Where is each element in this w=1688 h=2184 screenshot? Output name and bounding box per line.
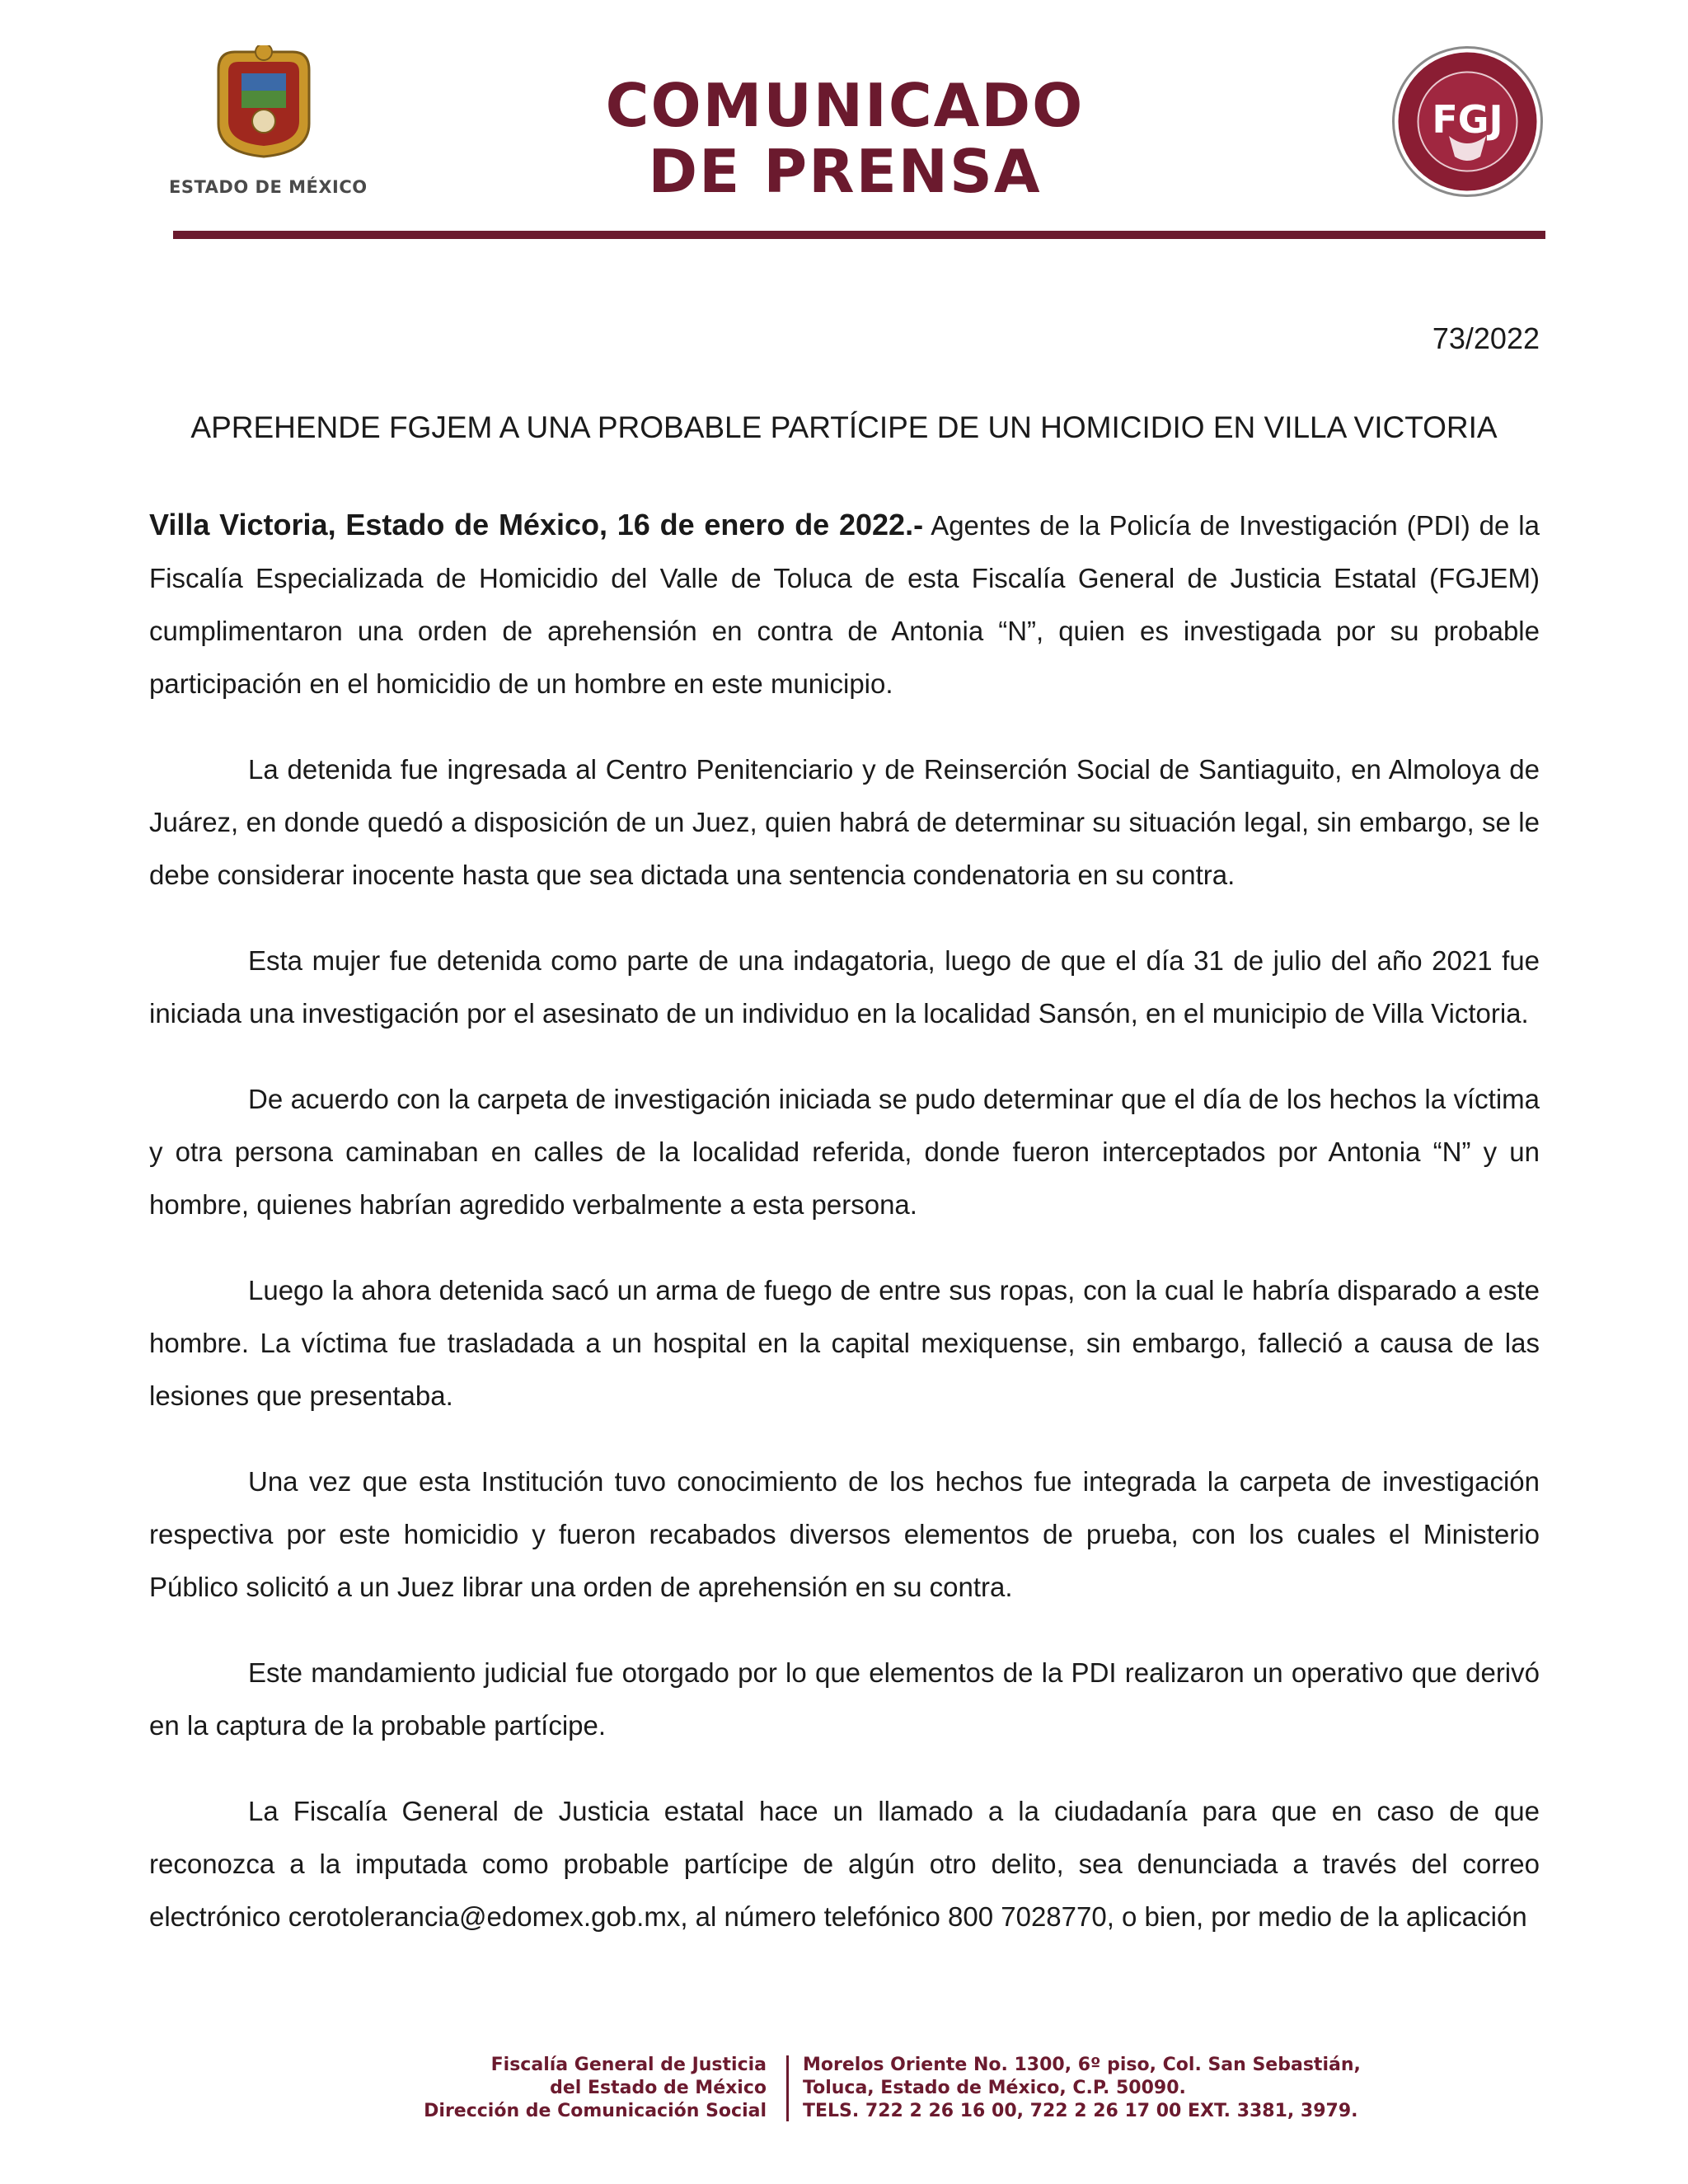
paragraph-lead — [149, 499, 1540, 710]
footer-left-line-2: del Estado de México — [550, 2078, 767, 2098]
footer-institution — [424, 2054, 767, 2123]
footer-left-line-3: Dirección de Comunicación Social — [424, 2101, 767, 2121]
footer-left-line-1: Fiscalía General de Justicia — [490, 2055, 767, 2075]
paragraph-7: Este mandamiento judicial fue otorgado por lo que elementos de la PDI realizaron un operativo que derivó en la captura de la probable partícipe. — [149, 1657, 1540, 1741]
header-divider — [173, 231, 1545, 239]
dateline: Villa Victoria, Estado de México, 16 de enero de 2022.- — [149, 508, 924, 541]
estado-de-mexico-logo — [169, 45, 368, 202]
footer-divider — [786, 2055, 789, 2121]
footer — [0, 2054, 1688, 2120]
footer-contact — [803, 2054, 1361, 2123]
paragraph-6: Una vez que esta Institución tuvo conocimiento de los hechos fue integrada la carpeta de investigación respectiva por este homicidio y fueron recabados diversos elementos de prueba, con los cuales el Ministerio Público solicitó a un Juez librar una orden de aprehensión en su contra. — [149, 1466, 1540, 1602]
footer-phone-line: TELS. 722 2 26 16 00, 722 2 26 17 00 EXT. 3381, 3979. — [803, 2101, 1358, 2121]
headline: APREHENDE FGJEM A UNA PROBABLE PARTÍCIPE DE UN HOMICIDIO EN VILLA VICTORIA — [190, 410, 1498, 444]
footer-address-line-2: Toluca, Estado de México, C.P. 50090. — [803, 2078, 1186, 2098]
press-release-title — [577, 73, 1113, 204]
paragraph-5: Luego la ahora detenida sacó un arma de fuego de entre sus ropas, con la cual le habría disparado a este hombre. La víctima fue trasladada a un hospital en la capital mexiquense, sin embargo, falleció a causa de las lesiones que presentaba. — [149, 1275, 1540, 1411]
title-line-1: COMUNICADO — [605, 71, 1085, 140]
fgj-seal-icon — [1391, 45, 1544, 198]
article-body — [149, 499, 1540, 1976]
paragraph-2: La detenida fue ingresada al Centro Penitenciario y de Reinserción Social de Santiaguito, en Almoloya de Juárez, en donde quedó a disposición de un Juez, quien habrá de determinar su situación legal, sin embargo, se le debe considerar inocente hasta que sea dictada una sentencia condenatoria en su contra. — [149, 754, 1540, 890]
coat-of-arms-icon — [210, 45, 317, 161]
fgj-seal-text: FGJ — [1432, 97, 1503, 142]
letterhead — [0, 0, 1688, 247]
estado-de-mexico-label: ESTADO DE MÉXICO — [169, 177, 368, 197]
paragraph-4: De acuerdo con la carpeta de investigación iniciada se pudo determinar que el día de los hechos la víctima y otra persona caminaban en calles de la localidad referida, donde fueron interceptados por Antonia “N” y un hombre, quienes habrían agredido verbalmente a esta persona. — [149, 1084, 1540, 1220]
paragraph-3: Esta mujer fue detenida como parte de una indagatoria, luego de que el día 31 de julio del año 2021 fue iniciada una investigación por el asesinato de un individuo en la localidad Sansón, en el municipio de Villa Victoria. — [149, 945, 1540, 1029]
title-line-2: DE PRENSA — [648, 137, 1042, 206]
paragraph-8: La Fiscalía General de Justicia estatal hace un llamado a la ciudadanía para que en caso de que reconozca a la imputada como probable partícipe de algún otro delito, sea denunciada a través del correo electrónico cerotolerancia@edomex.gob.mx, al número telefónico 800 7028770, o bien, por medio de la aplicación — [149, 1796, 1540, 1932]
release-number: 73/2022 — [1432, 321, 1540, 355]
footer-address-line-1: Morelos Oriente No. 1300, 6º piso, Col. San Sebastián, — [803, 2055, 1361, 2075]
paragraph-1-text: Agentes de la Policía de Investigación (PDI) de la Fiscalía Especializada de Homicidio del Valle de Toluca de esta Fiscalía General de Justicia Estatal (FGJEM) cumplimentaron una orden de aprehensión en contra de Antonia “N”, quien es investigada por su probable participación en el homicidio de un hombre en este municipio. — [149, 510, 1540, 699]
